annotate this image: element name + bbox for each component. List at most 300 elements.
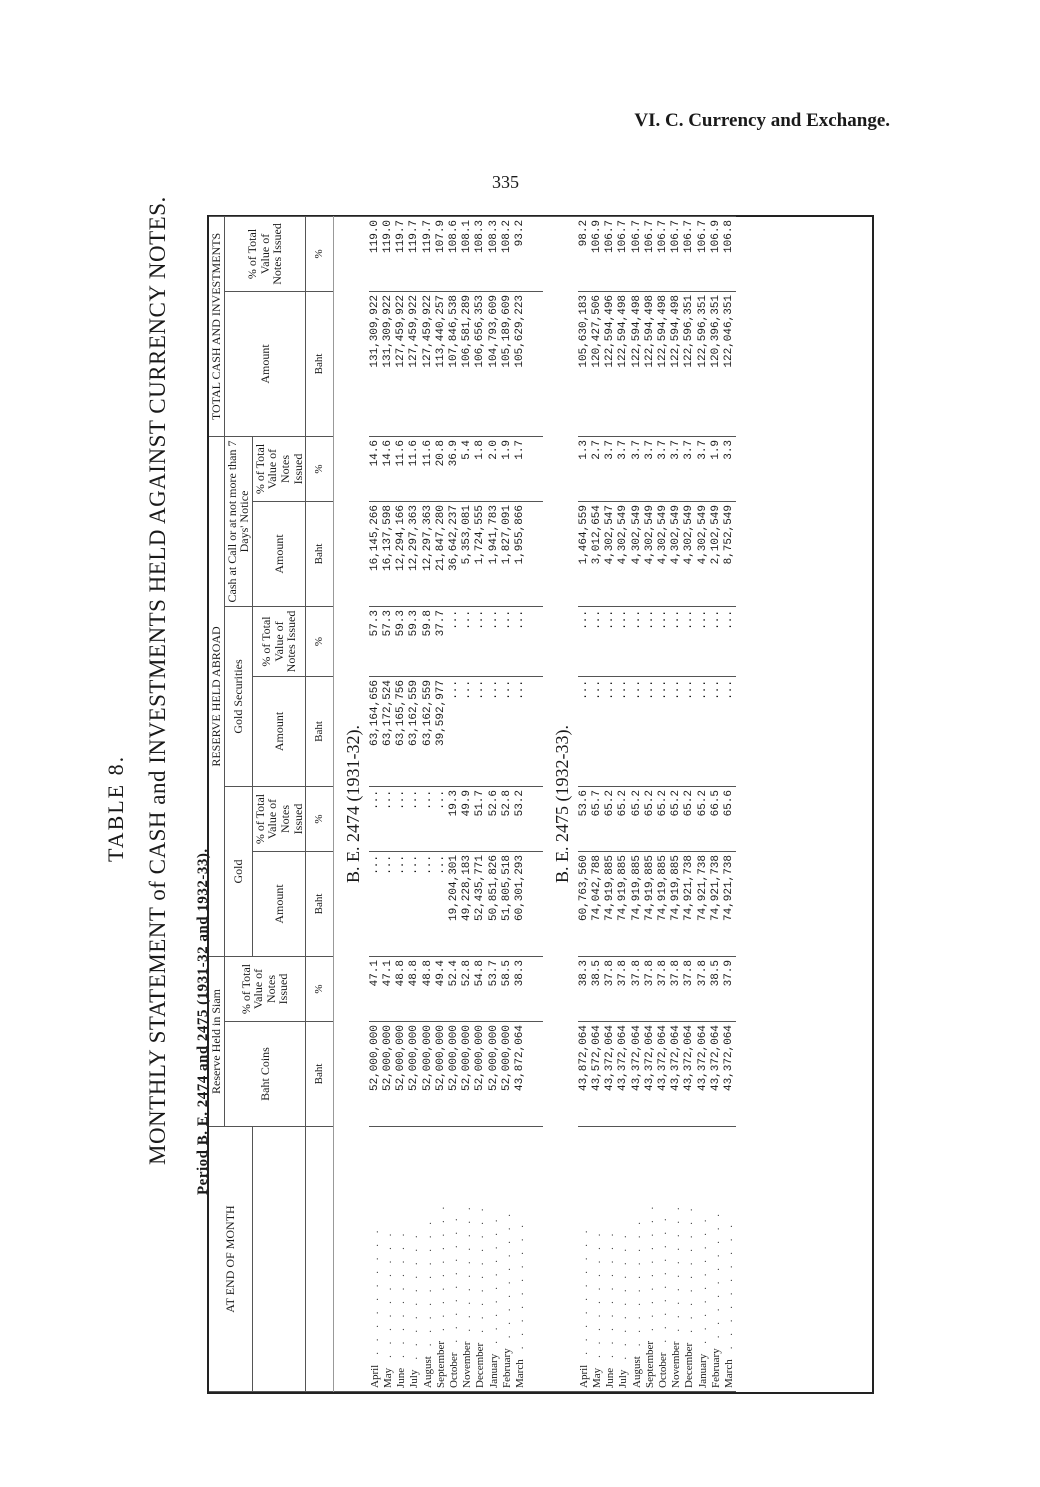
table-row [591, 216, 604, 1391]
month-label: August [421, 1356, 434, 1388]
leader-dots: . . . . . . . . . . [617, 1231, 630, 1360]
cell-gs-pct: 59.3 [408, 606, 421, 676]
cell-total-amt: 105,189,609 [501, 291, 514, 436]
cell-total-pct: 106.7 [644, 216, 657, 291]
table-row [369, 216, 382, 1391]
cell-gold-pct: ... [422, 786, 435, 851]
cell-gold-pct: 65.2 [697, 786, 710, 851]
cell-cash-pct: 3.7 [631, 436, 644, 501]
spacer-cell [527, 1022, 543, 1127]
cell-gold-amt: 60,301,293 [514, 851, 527, 956]
page-title: MONTHLY STATEMENT of CASH and INVESTMENTS HELD AGAINST CURRENCY NOTES. [145, 196, 170, 1165]
cell-gold-amt: 74,919,885 [644, 851, 657, 956]
cell-coins-pct: 38.3 [578, 956, 591, 1021]
cell-gs-pct: 37.7 [435, 606, 448, 676]
unit-cell: % [306, 436, 334, 501]
table-row [435, 216, 448, 1391]
cell-gs-amt: 63,172,524 [382, 676, 395, 786]
month-cell [369, 1127, 382, 1392]
cell-coins-pct: 48.8 [408, 956, 421, 1021]
cell-total-amt: 105,630,183 [578, 291, 591, 436]
cell-gs-pct: ... [501, 606, 514, 676]
table-row [408, 216, 421, 1391]
table-row [578, 216, 591, 1391]
table-row [604, 216, 617, 1391]
cell-coins-pct: 53.7 [488, 956, 501, 1021]
cell-coins-pct: 58.5 [501, 956, 514, 1021]
cell-gs-amt: 63,162,559 [408, 676, 421, 786]
col-group-abroad: RESERVE HELD ABROAD [209, 436, 224, 956]
cell-baht-coins: 43,372,064 [617, 1022, 630, 1127]
cell-cash-amt: 4,302,549 [670, 501, 683, 606]
col-header-total-amount: Amount [224, 291, 306, 436]
month-label: December [683, 1342, 696, 1388]
cell-total-amt: 120,396,351 [710, 291, 723, 436]
cell-gs-pct: ... [657, 606, 670, 676]
spacer-cell [527, 956, 543, 1021]
month-label: December [474, 1342, 487, 1388]
cell-cash-pct: 1.9 [501, 436, 514, 501]
cell-gold-amt: 74,919,885 [617, 851, 630, 956]
cell-total-pct: 98.2 [578, 216, 591, 291]
cell-cash-amt: 1,827,091 [501, 501, 514, 606]
unit-cell: Baht [306, 501, 334, 606]
leader-dots: . . . . . . . . . . [474, 1204, 487, 1333]
cell-total-pct: 106.7 [631, 216, 644, 291]
cell-cash-amt: 4,302,549 [683, 501, 696, 606]
period-row [543, 216, 577, 1391]
leader-dots: . . . . . . . . . . [723, 1221, 736, 1350]
col-header-gold: Gold [224, 786, 252, 956]
month-label: July [617, 1369, 630, 1388]
cell-total-amt: 122,594,498 [644, 291, 657, 436]
col-header-gs-amount: Amount [252, 676, 305, 786]
cell-gold-amt: 74,921,738 [723, 851, 736, 956]
cell-gs-amt: ... [710, 676, 723, 786]
unit-cell: % [306, 606, 334, 676]
cell-gs-pct: ... [723, 606, 736, 676]
month-cell [670, 1127, 683, 1392]
col-header-coins-pct: % of Total Value of Notes Issued [224, 956, 306, 1021]
cell-cash-pct: 14.6 [382, 436, 395, 501]
cell-total-amt: 113,440,257 [435, 291, 448, 436]
month-label: July [408, 1369, 421, 1388]
cell-gold-pct: 53.6 [578, 786, 591, 851]
currency-reserve-table [209, 216, 736, 1392]
month-label: March [723, 1359, 736, 1388]
cell-gs-amt: ... [448, 676, 461, 786]
cell-gold-amt: 74,921,738 [710, 851, 723, 956]
cell-baht-coins: 52,000,000 [395, 1022, 408, 1127]
cell-gold-pct: 19.3 [448, 786, 461, 851]
cell-gold-pct: 65.2 [604, 786, 617, 851]
cell-total-amt: 106,656,353 [474, 291, 487, 436]
col-header-cash-call: Cash at Call or at not more than 7 Days' Notice [224, 436, 252, 606]
cell-baht-coins: 52,000,000 [474, 1022, 487, 1127]
cell-gold-amt: 49,228,183 [461, 851, 474, 956]
cell-baht-coins: 43,572,064 [591, 1022, 604, 1127]
month-cell [382, 1127, 395, 1392]
cell-gold-amt: 74,919,885 [657, 851, 670, 956]
cell-gs-amt: ... [501, 676, 514, 786]
cell-baht-coins: 43,372,064 [670, 1022, 683, 1127]
cell-coins-pct: 54.8 [474, 956, 487, 1021]
cell-gs-pct: 59.3 [395, 606, 408, 676]
cell-gs-pct: ... [683, 606, 696, 676]
cell-cash-amt: 3,012,654 [591, 501, 604, 606]
cell-cash-pct: 3.7 [683, 436, 696, 501]
cell-gold-pct: ... [408, 786, 421, 851]
cell-total-pct: 119.7 [408, 216, 421, 291]
leader-dots: . . . . . . . . . . [657, 1214, 670, 1343]
cell-baht-coins: 52,000,000 [382, 1022, 395, 1127]
table-row [631, 216, 644, 1391]
cell-total-pct: 119.0 [382, 216, 395, 291]
cell-total-amt: 122,596,351 [697, 291, 710, 436]
cell-total-pct: 106.7 [617, 216, 630, 291]
cell-gold-amt: ... [435, 851, 448, 956]
cell-gold-pct: 65.6 [723, 786, 736, 851]
cell-coins-pct: 37.8 [683, 956, 696, 1021]
cell-total-pct: 106.8 [723, 216, 736, 291]
cell-gs-amt: ... [670, 676, 683, 786]
cell-gs-pct: ... [697, 606, 710, 676]
cell-cash-pct: 3.7 [697, 436, 710, 501]
cell-gold-amt: 50,851,826 [488, 851, 501, 956]
month-label: October [448, 1352, 461, 1388]
month-label: June [395, 1367, 408, 1388]
month-cell [591, 1127, 604, 1392]
period-label: B. E. 2475 (1932-33). [543, 216, 577, 1391]
cell-gold-pct: 51.7 [474, 786, 487, 851]
cell-gs-amt: ... [514, 676, 527, 786]
spacer-cell [527, 1127, 543, 1392]
cell-cash-pct: 3.7 [617, 436, 630, 501]
cell-total-pct: 108.3 [488, 216, 501, 291]
cell-gs-amt: ... [461, 676, 474, 786]
month-label: March [514, 1359, 527, 1388]
col-header-baht-coins: Baht Coins [224, 1022, 306, 1127]
cell-gold-amt: 74,919,885 [670, 851, 683, 956]
cell-cash-pct: 36.9 [448, 436, 461, 501]
cell-total-amt: 127,459,922 [395, 291, 408, 436]
leader-dots: . . . . . . . . . . [604, 1229, 617, 1358]
cell-baht-coins: 43,372,064 [631, 1022, 644, 1127]
spacer-cell [527, 786, 543, 851]
cell-gs-amt: ... [631, 676, 644, 786]
month-cell [461, 1127, 474, 1392]
cell-cash-pct: 2.7 [591, 436, 604, 501]
cell-gs-pct: 57.3 [369, 606, 382, 676]
period-row [334, 216, 369, 1391]
month-label: April [577, 1364, 590, 1388]
cell-gs-pct: ... [461, 606, 474, 676]
cell-coins-pct: 38.3 [514, 956, 527, 1021]
cell-gold-pct: 65.2 [631, 786, 644, 851]
cell-coins-pct: 37.8 [657, 956, 670, 1021]
cell-cash-amt: 1,464,559 [578, 501, 591, 606]
month-cell [644, 1127, 657, 1392]
leader-dots: . . . . . . . . . . [683, 1204, 696, 1333]
cell-gold-pct: ... [435, 786, 448, 851]
month-cell [631, 1127, 644, 1392]
cell-gold-pct: ... [382, 786, 395, 851]
cell-gs-amt: ... [683, 676, 696, 786]
month-cell [474, 1127, 487, 1392]
col-group-total: TOTAL CASH AND INVESTMENTS [209, 216, 224, 436]
table-row [382, 216, 395, 1391]
col-group-siam: Reserve Held in Siam [209, 956, 224, 1126]
table-body [306, 216, 737, 1391]
month-cell [710, 1127, 723, 1392]
cell-baht-coins: 43,372,064 [644, 1022, 657, 1127]
cell-total-amt: 122,594,496 [604, 291, 617, 436]
month-cell [697, 1127, 710, 1392]
spacer-cell [527, 501, 543, 606]
cell-coins-pct: 37.8 [697, 956, 710, 1021]
cell-gold-pct: 65.7 [591, 786, 604, 851]
cell-baht-coins: 52,000,000 [435, 1022, 448, 1127]
spacer-cell [527, 676, 543, 786]
cell-gs-amt: ... [644, 676, 657, 786]
cell-cash-amt: 4,302,549 [631, 501, 644, 606]
table-row [723, 216, 736, 1391]
spacer-cell [527, 436, 543, 501]
leader-dots: . . . . . . . . . . [487, 1215, 500, 1344]
cell-total-pct: 106.7 [697, 216, 710, 291]
cell-gs-amt: 63,162,559 [422, 676, 435, 786]
unit-cell: Baht [306, 291, 334, 436]
cell-baht-coins: 43,872,064 [578, 1022, 591, 1127]
month-cell [488, 1127, 501, 1392]
cell-gold-pct: 65.2 [617, 786, 630, 851]
unit-cell: Baht [306, 851, 334, 956]
cell-cash-pct: 14.6 [369, 436, 382, 501]
cell-gs-pct: ... [631, 606, 644, 676]
leader-dots: . . . . . . . . . . [421, 1217, 434, 1347]
cell-cash-amt: 1,955,866 [514, 501, 527, 606]
unit-cell: % [306, 956, 334, 1021]
month-label: November [670, 1341, 683, 1388]
cell-coins-pct: 37.8 [644, 956, 657, 1021]
cell-cash-pct: 1.9 [710, 436, 723, 501]
month-label: February [709, 1348, 722, 1388]
month-cell [657, 1127, 670, 1392]
cell-gold-pct: 52.8 [501, 786, 514, 851]
cell-gs-amt: ... [617, 676, 630, 786]
cell-gold-pct: 65.2 [670, 786, 683, 851]
cell-cash-amt: 4,302,549 [644, 501, 657, 606]
cell-total-amt: 122,594,498 [657, 291, 670, 436]
cell-cash-pct: 3.7 [604, 436, 617, 501]
cell-gs-amt: 63,165,756 [395, 676, 408, 786]
cell-total-pct: 108.6 [448, 216, 461, 291]
cell-baht-coins: 43,372,064 [657, 1022, 670, 1127]
month-label: May [590, 1367, 603, 1388]
section-header: VI. C. Currency and Exchange. [634, 110, 890, 131]
table-row [488, 216, 501, 1391]
cell-total-amt: 105,629,223 [514, 291, 527, 436]
col-header-cash-amount: Amount [252, 501, 305, 606]
col-header-gold-securities: Gold Securities [224, 606, 252, 786]
cell-total-amt: 122,594,498 [617, 291, 630, 436]
cell-gold-amt: ... [369, 851, 382, 956]
cell-coins-pct: 47.1 [369, 956, 382, 1021]
cell-total-amt: 131,309,922 [382, 291, 395, 436]
cell-cash-pct: 3.3 [723, 436, 736, 501]
cell-gold-pct: 65.2 [683, 786, 696, 851]
cell-gs-pct: ... [617, 606, 630, 676]
cell-cash-amt: 4,302,549 [657, 501, 670, 606]
cell-baht-coins: 52,000,000 [448, 1022, 461, 1127]
cell-baht-coins: 43,372,064 [723, 1022, 736, 1127]
cell-gs-pct: ... [578, 606, 591, 676]
cell-gs-pct: ... [488, 606, 501, 676]
leader-dots: . . . . . . . . . . [514, 1221, 527, 1350]
month-label: October [657, 1352, 670, 1388]
cell-total-pct: 108.1 [461, 216, 474, 291]
cell-baht-coins: 43,372,064 [697, 1022, 710, 1127]
cell-cash-pct: 5.4 [461, 436, 474, 501]
cell-total-amt: 127,459,922 [408, 291, 421, 436]
page-number: 335 [492, 172, 519, 192]
cell-total-pct: 106.9 [710, 216, 723, 291]
cell-total-amt: 122,596,351 [683, 291, 696, 436]
cell-gold-amt: 52,435,771 [474, 851, 487, 956]
month-cell [604, 1127, 617, 1392]
cell-coins-pct: 52.8 [461, 956, 474, 1021]
cell-gold-pct: ... [395, 786, 408, 851]
cell-gold-amt: 60,763,560 [578, 851, 591, 956]
cell-total-pct: 119.0 [369, 216, 382, 291]
cell-coins-pct: 37.9 [723, 956, 736, 1021]
col-header-gs-pct: % of Total Value of Notes Issued [252, 606, 305, 676]
cell-cash-pct: 11.6 [408, 436, 421, 501]
month-cell [422, 1127, 435, 1392]
cell-cash-amt: 1,724,555 [474, 501, 487, 606]
leader-dots: . . . . . . . . . . [500, 1210, 513, 1339]
month-label: January [696, 1353, 709, 1388]
cell-total-amt: 106,581,289 [461, 291, 474, 436]
cell-coins-pct: 38.5 [591, 956, 604, 1021]
table-row [617, 216, 630, 1391]
leader-dots: . . . . . . . . . . [696, 1215, 709, 1344]
cell-cash-amt: 2,102,549 [710, 501, 723, 606]
table-row [514, 216, 527, 1391]
cell-gold-pct: 65.2 [644, 786, 657, 851]
cell-cash-amt: 4,302,547 [604, 501, 617, 606]
cell-gs-pct: ... [591, 606, 604, 676]
cell-coins-pct: 37.8 [604, 956, 617, 1021]
table-row [657, 216, 670, 1391]
leader-dots: . . . . . . . . . . [381, 1229, 394, 1358]
leader-dots: . . . . . . . . . . [408, 1231, 421, 1360]
table-row [683, 216, 696, 1391]
cell-total-pct: 107.9 [435, 216, 448, 291]
table-row [395, 216, 408, 1391]
col-header-gold-pct: % of Total Value of Notes Issued [252, 786, 305, 851]
cell-cash-pct: 2.0 [488, 436, 501, 501]
cell-gs-pct: 57.3 [382, 606, 395, 676]
cell-cash-amt: 4,302,549 [697, 501, 710, 606]
cell-cash-amt: 8,752,549 [723, 501, 736, 606]
table-row [644, 216, 657, 1391]
spacer-cell [527, 606, 543, 676]
cell-total-pct: 108.2 [501, 216, 514, 291]
cell-baht-coins: 43,872,064 [514, 1022, 527, 1127]
month-label: September [643, 1340, 656, 1388]
cell-baht-coins: 43,372,064 [604, 1022, 617, 1127]
cell-total-pct: 106.7 [604, 216, 617, 291]
cell-baht-coins: 52,000,000 [369, 1022, 382, 1127]
cell-coins-pct: 47.1 [382, 956, 395, 1021]
cell-baht-coins: 52,000,000 [488, 1022, 501, 1127]
cell-baht-coins: 52,000,000 [501, 1022, 514, 1127]
cell-baht-coins: 52,000,000 [422, 1022, 435, 1127]
cell-cash-pct: 11.6 [395, 436, 408, 501]
cell-gs-pct: 59.8 [422, 606, 435, 676]
table-label: TABLE 8. [103, 754, 128, 862]
month-label: February [500, 1348, 513, 1388]
cell-cash-pct: 3.7 [657, 436, 670, 501]
month-cell [683, 1127, 696, 1392]
cell-gs-pct: ... [604, 606, 617, 676]
cell-gs-amt: ... [474, 676, 487, 786]
cell-gs-amt: ... [697, 676, 710, 786]
spacer-cell [527, 851, 543, 956]
period-subtitle: Period B. E. 2474 and 2475 (1931-32 and 1932-33). [195, 848, 211, 1195]
cell-gold-amt: ... [422, 851, 435, 956]
table-row [461, 216, 474, 1391]
cell-total-pct: 119.7 [395, 216, 408, 291]
cell-gold-pct: 49.9 [461, 786, 474, 851]
cell-baht-coins: 43,372,064 [683, 1022, 696, 1127]
cell-total-pct: 108.3 [474, 216, 487, 291]
cell-gs-pct: ... [474, 606, 487, 676]
unit-row [306, 216, 334, 1391]
cell-total-pct: 119.7 [422, 216, 435, 291]
cell-total-amt: 107,846,538 [448, 291, 461, 436]
cell-gold-pct: 53.2 [514, 786, 527, 851]
cell-cash-amt: 4,302,549 [617, 501, 630, 606]
rotated-table-wrapper [209, 217, 872, 1392]
cell-cash-amt: 16,137,598 [382, 501, 395, 606]
leader-dots: . . . . . . . . . . [590, 1229, 603, 1358]
month-label: November [461, 1341, 474, 1388]
cell-baht-coins: 43,372,064 [710, 1022, 723, 1127]
cell-cash-amt: 16,145,266 [369, 501, 382, 606]
cell-gold-amt: 74,919,885 [604, 851, 617, 956]
cell-coins-pct: 48.8 [422, 956, 435, 1021]
col-header-month: AT END OF MONTH [209, 1127, 252, 1392]
cell-gs-pct: ... [710, 606, 723, 676]
month-label: April [368, 1364, 381, 1388]
cell-total-amt: 122,046,351 [723, 291, 736, 436]
table-row [697, 216, 710, 1391]
cell-coins-pct: 37.8 [617, 956, 630, 1021]
leader-dots: . . . . . . . . . . [643, 1202, 656, 1331]
month-label: January [487, 1353, 500, 1388]
leader-dots: . . . . . . . . . . [577, 1226, 590, 1355]
table-frame [207, 215, 874, 1394]
col-header-cash-pct: % of Total Value of Notes Issued [252, 436, 305, 501]
cell-gs-amt: 39,592,977 [435, 676, 448, 786]
table-row [670, 216, 683, 1391]
spacer-cell [527, 216, 543, 291]
cell-gs-amt: ... [488, 676, 501, 786]
leader-dots: . . . . . . . . . . [709, 1210, 722, 1339]
cell-cash-pct: 1.7 [514, 436, 527, 501]
